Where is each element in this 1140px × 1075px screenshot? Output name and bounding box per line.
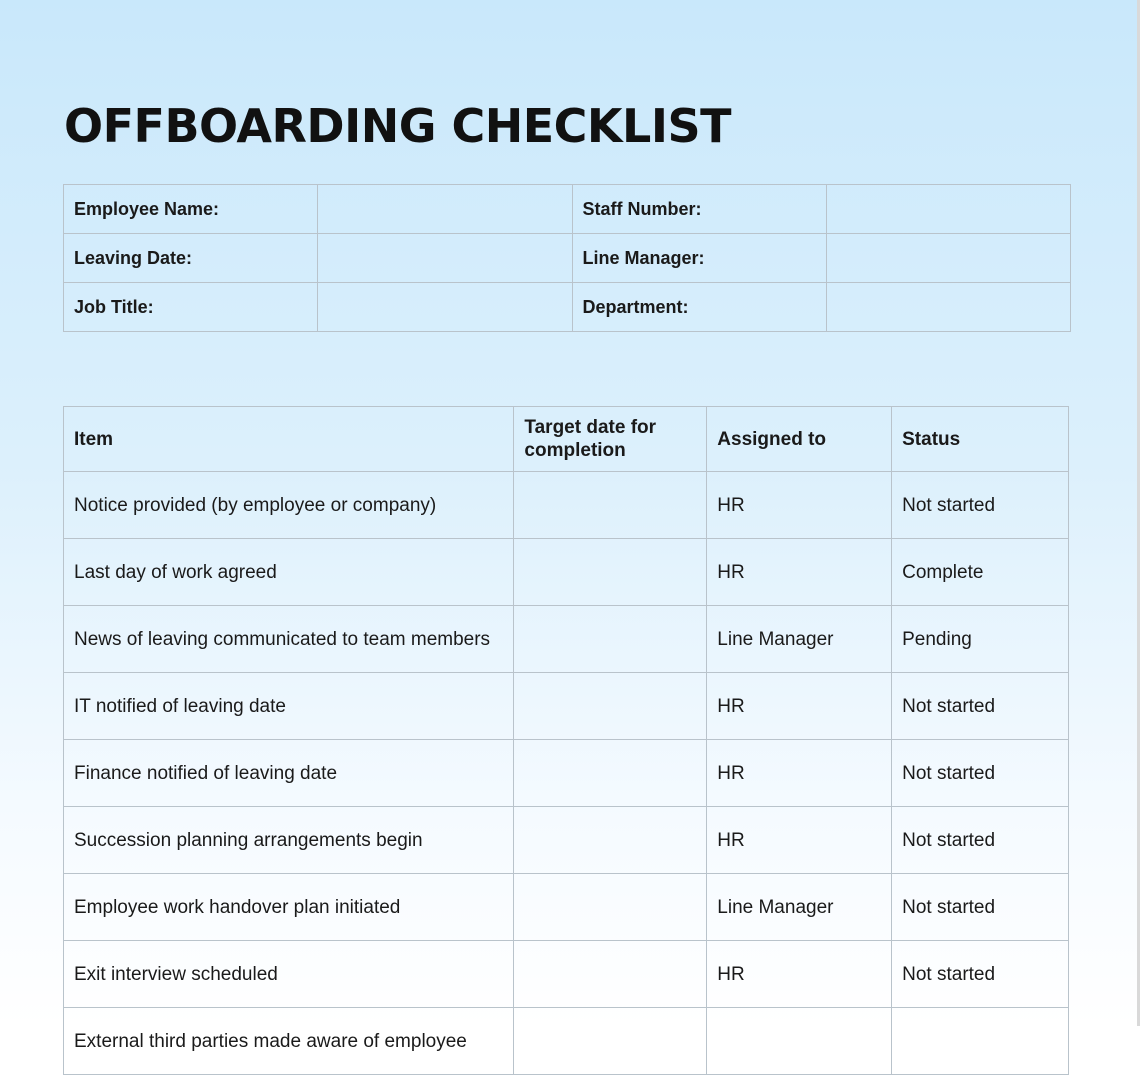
table-row (64, 874, 1069, 941)
target-date-cell[interactable] (514, 941, 707, 1008)
status-cell: Not started (892, 941, 1069, 1008)
line-manager-field[interactable] (826, 234, 1070, 283)
assigned-to-cell (707, 1008, 892, 1075)
item-cell: Notice provided (by employee or company) (64, 472, 514, 539)
assigned-to-cell: HR (707, 673, 892, 740)
status-cell: Not started (892, 740, 1069, 807)
table-row (64, 1008, 1069, 1075)
target-date-cell[interactable] (514, 1008, 707, 1075)
department-label: Department: (572, 283, 826, 332)
status-cell: Not started (892, 673, 1069, 740)
job-title-field[interactable] (318, 283, 572, 332)
item-cell: Employee work handover plan initiated (64, 874, 514, 941)
target-date-cell[interactable] (514, 740, 707, 807)
item-cell: External third parties made aware of employee (64, 1008, 514, 1075)
status-cell: Complete (892, 539, 1069, 606)
leaving-date-field[interactable] (318, 234, 572, 283)
assigned-to-cell: HR (707, 941, 892, 1008)
offboarding-checklist-table (63, 406, 1069, 1075)
assigned-to-cell: HR (707, 807, 892, 874)
assigned-to-cell: Line Manager (707, 606, 892, 673)
target-date-cell[interactable] (514, 874, 707, 941)
table-row (64, 740, 1069, 807)
page-title: OFFBOARDING CHECKLIST (64, 99, 731, 153)
staff-number-label: Staff Number: (572, 185, 826, 234)
employee-name-label: Employee Name: (64, 185, 318, 234)
status-cell: Not started (892, 807, 1069, 874)
header-target-date: Target date for completion (514, 407, 707, 472)
header-status: Status (892, 407, 1069, 472)
table-row (64, 807, 1069, 874)
item-cell: Succession planning arrangements begin (64, 807, 514, 874)
target-date-cell[interactable] (514, 807, 707, 874)
assigned-to-cell: HR (707, 740, 892, 807)
item-cell: Finance notified of leaving date (64, 740, 514, 807)
target-date-cell[interactable] (514, 673, 707, 740)
item-cell: IT notified of leaving date (64, 673, 514, 740)
status-cell: Pending (892, 606, 1069, 673)
table-row (64, 539, 1069, 606)
status-cell: Not started (892, 472, 1069, 539)
assigned-to-cell: HR (707, 539, 892, 606)
table-row (64, 941, 1069, 1008)
assigned-to-cell: Line Manager (707, 874, 892, 941)
target-date-cell[interactable] (514, 472, 707, 539)
info-row (64, 234, 1071, 283)
info-row (64, 185, 1071, 234)
item-cell: Last day of work agreed (64, 539, 514, 606)
target-date-cell[interactable] (514, 606, 707, 673)
job-title-label: Job Title: (64, 283, 318, 332)
target-date-cell[interactable] (514, 539, 707, 606)
employee-info-table (63, 184, 1071, 332)
status-cell: Not started (892, 874, 1069, 941)
table-row (64, 472, 1069, 539)
item-cell: Exit interview scheduled (64, 941, 514, 1008)
employee-name-field[interactable] (318, 185, 572, 234)
department-field[interactable] (826, 283, 1070, 332)
table-row (64, 606, 1069, 673)
checklist-header-row (64, 407, 1069, 472)
item-cell: News of leaving communicated to team members (64, 606, 514, 673)
line-manager-label: Line Manager: (572, 234, 826, 283)
staff-number-field[interactable] (826, 185, 1070, 234)
status-cell (892, 1008, 1069, 1075)
leaving-date-label: Leaving Date: (64, 234, 318, 283)
header-assigned-to: Assigned to (707, 407, 892, 472)
table-row (64, 673, 1069, 740)
assigned-to-cell: HR (707, 472, 892, 539)
header-item: Item (64, 407, 514, 472)
info-row (64, 283, 1071, 332)
